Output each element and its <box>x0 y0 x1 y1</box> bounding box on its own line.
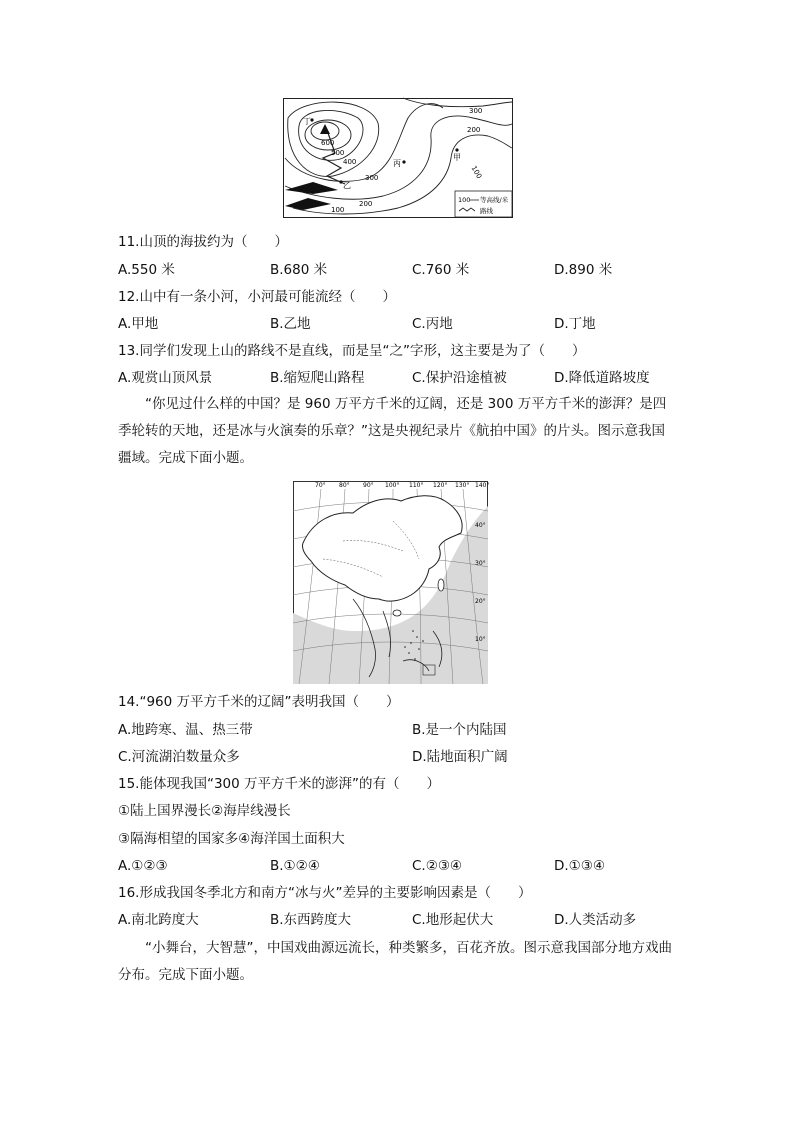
lat-label: 30° <box>475 560 486 567</box>
question-12-option-d[interactable]: D.丁地 <box>554 316 596 332</box>
contour-label: 200 <box>359 200 373 208</box>
contour-label: 300 <box>365 174 379 182</box>
contour-map-figure <box>283 98 513 218</box>
question-13-option-a[interactable]: A.观赏山顶风景 <box>118 370 213 386</box>
question-12-option-b[interactable]: B.乙地 <box>270 316 311 332</box>
question-16-option-a[interactable]: A.南北跨度大 <box>118 912 199 928</box>
point-label-yi: 乙 <box>343 181 351 190</box>
lon-label: 100° <box>385 482 400 489</box>
intro-paragraph-1: “你见过什么样的中国？是 960 万平方千米的辽阔，还是 300 万平方千米的澎湃？是四季轮转的天地，还是冰与火演奏的乐章？”这是央视纪录片《航拍中国》的片头。图示意我国疆域。完成下面小题。 <box>118 396 667 466</box>
question-14-option-c[interactable]: C.河流湖泊数量众多 <box>118 749 240 765</box>
question-12-option-c[interactable]: C.丙地 <box>412 316 453 332</box>
intro-paragraph-2: “小舞台，大智慧”，中国戏曲源远流长，种类繁多，百花齐放。图示意我国部分地方戏曲分布。完成下面小题。 <box>118 940 672 983</box>
question-14-option-a[interactable]: A.地跨寒、温、热三带 <box>118 722 253 738</box>
point-label-jia: 甲 <box>453 153 461 162</box>
point-label-ding: 丁 <box>303 117 311 126</box>
question-13-option-b[interactable]: B.缩短爬山路程 <box>270 370 365 386</box>
lon-label: 70° <box>315 482 326 489</box>
question-15-option-d[interactable]: D.①③④ <box>554 858 605 874</box>
question-11-option-c[interactable]: C.760 米 <box>412 262 470 278</box>
question-13-stem: 13.同学们发现上山的路线不是直线，而是呈“之”字形，这主要是为了（ ） <box>118 343 586 359</box>
question-16-option-d[interactable]: D.人类活动多 <box>554 912 637 928</box>
question-11-option-a[interactable]: A.550 米 <box>118 262 175 278</box>
question-15-option-b[interactable]: B.①②④ <box>270 858 320 874</box>
contour-label: 200 <box>467 126 481 134</box>
lon-label: 90° <box>363 482 374 489</box>
question-11-stem: 11.山顶的海拔约为（ ） <box>118 234 288 250</box>
lon-label: 120° <box>433 482 448 489</box>
question-15-items-2: ③隔海相望的国家多④海洋国土面积大 <box>118 831 345 847</box>
question-14-option-b[interactable]: B.是一个内陆国 <box>412 722 507 738</box>
question-15-items-1: ①陆上国界漫长②海岸线漫长 <box>118 803 291 819</box>
point-label-bing: 丙 <box>393 159 401 168</box>
question-11-option-d[interactable]: D.890 米 <box>554 262 613 278</box>
lon-label: 110° <box>409 482 424 489</box>
question-12-option-a[interactable]: A.甲地 <box>118 316 159 332</box>
question-11-option-b[interactable]: B.680 米 <box>270 262 328 278</box>
question-14-option-d[interactable]: D.陆地面积广阔 <box>412 749 508 765</box>
legend-route-text: 路线 <box>480 207 493 215</box>
legend-contour-value: 100 <box>458 196 471 204</box>
question-15-option-c[interactable]: C.②③④ <box>412 858 463 874</box>
question-12-stem: 12.山中有一条小河，小河最可能流经（ ） <box>118 289 396 305</box>
contour-label: 300 <box>469 107 483 115</box>
china-territory-map <box>293 481 488 684</box>
lat-label: 20° <box>475 598 486 605</box>
lat-label: 40° <box>475 522 486 529</box>
contour-label: 500 <box>331 149 345 157</box>
contour-label: 100 <box>469 164 484 181</box>
question-13-option-d[interactable]: D.降低道路坡度 <box>554 370 650 386</box>
question-16-stem: 16.形成我国冬季北方和南方“冰与火”差异的主要影响因素是（ ） <box>118 885 532 901</box>
legend-contour-text: 等高线/米 <box>480 196 509 204</box>
question-15-stem: 15.能体现我国“300 万平方千米的澎湃”的有（ ） <box>118 776 441 792</box>
question-16-option-b[interactable]: B.东西跨度大 <box>270 912 352 928</box>
contour-label: 400 <box>343 158 357 166</box>
contour-label: 100 <box>331 206 345 214</box>
lon-label: 130° <box>455 482 470 489</box>
question-15-option-a[interactable]: A.①②③ <box>118 858 168 874</box>
lat-label: 10° <box>475 636 486 643</box>
question-16-option-c[interactable]: C.地形起伏大 <box>412 912 494 928</box>
question-14-stem: 14.“960 万平方千米的辽阔”表明我国（ ） <box>118 694 400 710</box>
lon-label: 80° <box>339 482 350 489</box>
contour-label: 600 <box>321 139 335 147</box>
lon-label: 140° <box>475 482 490 489</box>
question-13-option-c[interactable]: C.保护沿途植被 <box>412 370 507 386</box>
